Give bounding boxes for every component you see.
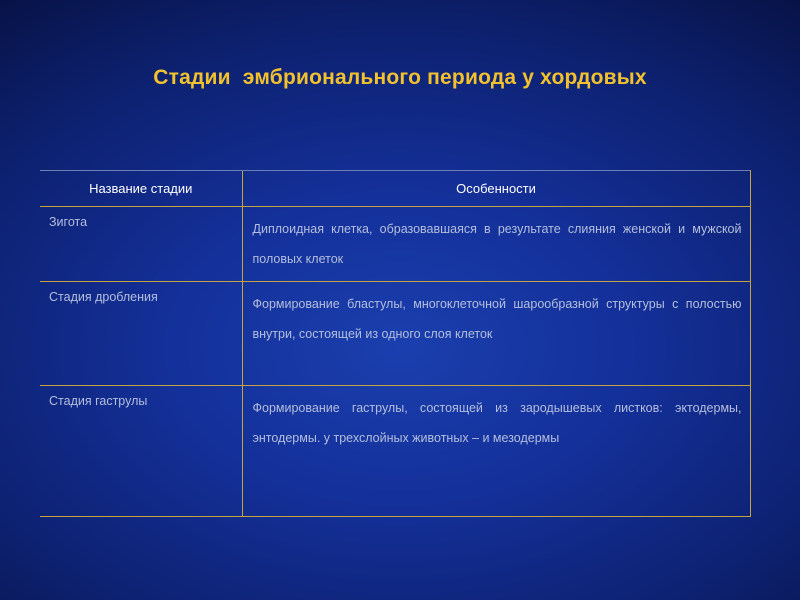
column-header-stage-name: Название стадии: [40, 171, 242, 207]
stage-description-cell: Формирование гаструлы, состоящей из зародышевых листков: эктодермы, энтодермы. у трехслойных животных – и мезодермы: [242, 386, 750, 517]
stage-name-cell: Стадия гаструлы: [40, 386, 242, 517]
stage-name-cell: Стадия дробления: [40, 282, 242, 386]
stage-description-cell: Формирование бластулы, многоклеточной шарообразной структуры с полостью внутри, состоящей из одного слоя клеток: [242, 282, 750, 386]
table-header-row: [40, 171, 750, 207]
table-row: [40, 282, 750, 386]
stage-description-cell: Диплоидная клетка, образовавшаяся в результате слияния женской и мужской половых клеток: [242, 207, 750, 282]
table-row: [40, 207, 750, 282]
slide-title: Стадии эмбрионального периода у хордовых: [153, 66, 647, 89]
stages-table: [40, 170, 751, 517]
table-row: [40, 386, 750, 517]
column-header-features: Особенности: [242, 171, 750, 207]
stage-name-cell: Зигота: [40, 207, 242, 282]
